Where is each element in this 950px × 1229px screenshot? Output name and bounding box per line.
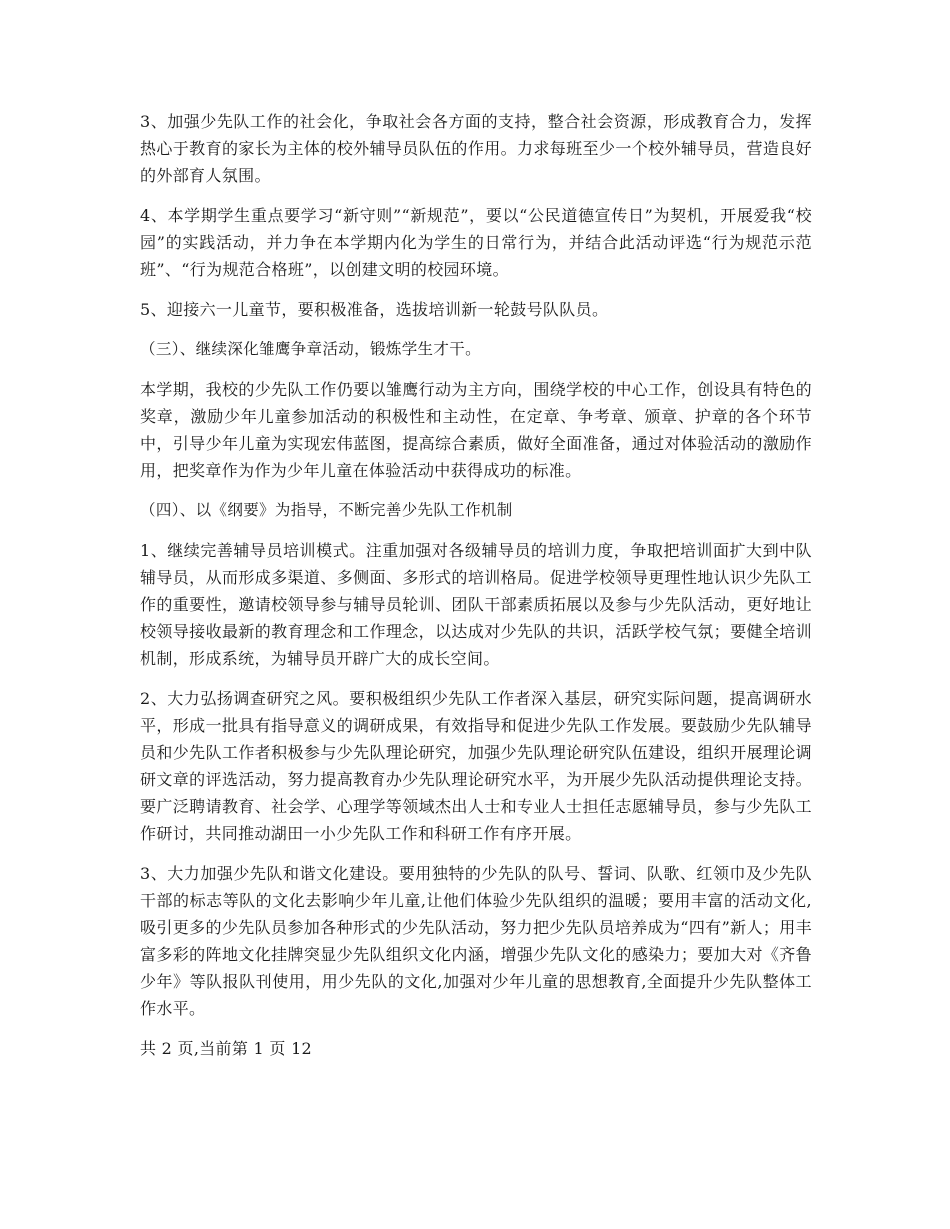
paragraph-counselor-training: 1、继续完善辅导员培训模式。注重加强对各级辅导员的培训力度，争取把培训面扩大到中队辅导员，从而形成多渠道、多侧面、多形式的培训格局。促进学校领导更理性地认识少先队工作的重要性，邀请校领导参与辅导员轮训、团队干部素质拓展以及参与少先队活动，更好地让校领导接收最新的教育理念和工作理念，以达成对少先队的共识，活跃学校气氛；要健全培训机制，形成系统，为辅导员开辟广大的成长空间。 — [140, 541, 812, 668]
paragraph-eagle-medals: 本学期，我校的少先队工作仍要以雏鹰行动为主方向，围绕学校的中心工作，创设具有特色的奖章，激励少年儿童参加活动的积极性和主动性，在定章、争考章、颁章、护章的各个环节中，引导少年儿童为实现宏伟蓝图，提高综合素质，做好全面准备，通过对体验活动的激励作用，把奖章作为作为少年儿童在体验活动中获得成功的标准。 — [140, 380, 812, 480]
section-heading-3: （三）、继续深化雏鹰争章活动，锻炼学生才干。 — [140, 340, 481, 358]
paragraph-new-rules: 4、本学期学生重点要学习“新守则”“新规范”，要以“公民道德宣传日”为契机，开展爱我“校园”的实践活动，并力争在本学期内化为学生的日常行为，并结合此活动评选“行为规范示范班”、“行为规范合格班”，以创建文明的校园环境。 — [140, 206, 812, 279]
paragraph-culture: 3、大力加强少先队和谐文化建设。要用独特的少先队的队号、誓词、队歌、红领巾及少先队干部的标志等队的文化去影响少年儿童,让他们体验少先队组织的温暖；要用丰富的活动文化,吸引更多的少先队员参加各种形式的少先队活动，努力把少先队员培养成为“四有”新人；用丰富多彩的阵地文化挂牌突显少先队组织文化内涵，增强少先队文化的感染力；要加大对《齐鲁少年》等队报队刊使用，用少先队的文化,加强对少年儿童的思想教育,全面提升少先队整体工作水平。 — [140, 864, 812, 1018]
paragraph-childrens-day: 5、迎接六一儿童节，要积极准备，选拔培训新一轮鼓号队队员。 — [140, 300, 609, 319]
paragraph-research: 2、大力弘扬调查研究之风。要积极组织少先队工作者深入基层，研究实际问题，提高调研水平，形成一批具有指导意义的调研成果，有效指导和促进少先队工作发展。要鼓励少先队辅导员和少先队工作者积极参与少先队理论研究，加强少先队理论研究队伍建设，组织开展理论调研文章的评选活动，努力提高教育办少先队理论研究水平，为开展少先队活动提供理论支持。要广泛聘请教育、社会学、心理学等领域杰出人士和专业人士担任志愿辅导员，参与少先队工作研讨，共同推动湖田一小少先队工作和科研工作有序开展。 — [140, 689, 812, 843]
page-footer: 共 2 页,当前第 1 页 12 — [140, 1039, 313, 1058]
document-page — [140, 108, 812, 1062]
paragraph-social-support: 3、加强少先队工作的社会化，争取社会各方面的支持，整合社会资源，形成教育合力，发挥热心于教育的家长为主体的校外辅导员队伍的作用。力求每班至少一个校外辅导员，营造良好的外部育人氛围。 — [140, 112, 812, 185]
section-heading-4: （四）、以《纲要》为指导，不断完善少先队工作机制 — [140, 501, 513, 519]
